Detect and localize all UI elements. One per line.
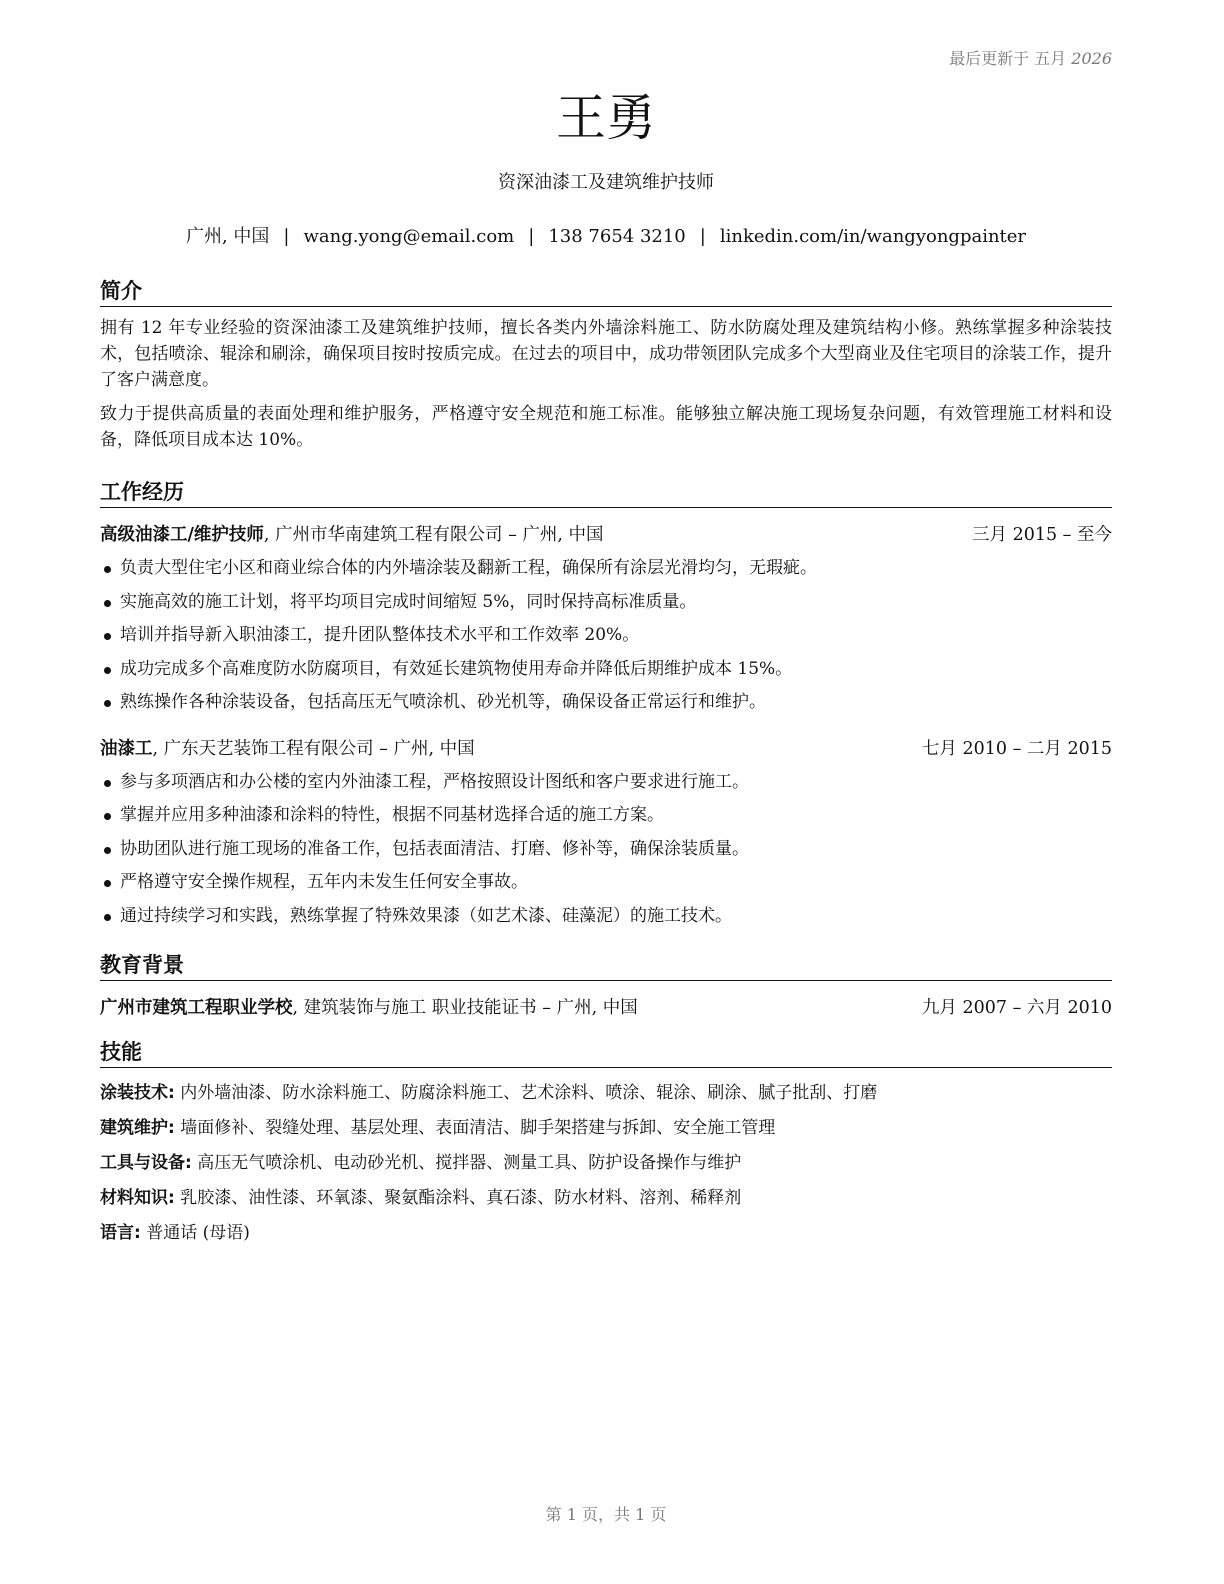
skills-list [100, 1076, 1112, 1251]
skill-key: 涂装技术: [100, 1083, 175, 1103]
skill-key: 材料知识: [100, 1188, 175, 1208]
skill-value: 墙面修补、裂缝处理、基层处理、表面清洁、脚手架搭建与拆卸、安全施工管理 [174, 1118, 776, 1138]
job-org: , 广东天艺装饰工程有限公司 – 广州, 中国 [152, 738, 475, 759]
skill-value: 乳胶漆、油性漆、环氧漆、聚氨酯涂料、真石漆、防水材料、溶剂、稀释剂 [174, 1188, 742, 1208]
skill-value: 内外墙油漆、防水涂料施工、防腐涂料施工、艺术涂料、喷涂、辊涂、刷涂、腻子批刮、打磨 [174, 1083, 878, 1103]
bullet-item: 协助团队进行施工现场的准备工作，包括表面清洁、打磨、修补等，确保涂装质量。 [100, 833, 1112, 867]
bullet-item: 实施高效的施工计划，将平均项目完成时间缩短 5%，同时保持高标准质量。 [100, 586, 1112, 620]
last-updated [949, 46, 1112, 69]
bullet-item: 熟练操作各种涂装设备，包括高压无气喷涂机、砂光机等，确保设备正常运行和维护。 [100, 686, 1112, 720]
job-role: 高级油漆工/维护技师 [100, 525, 264, 545]
job-dates: 三月 2015 – 至今 [972, 525, 1112, 545]
skills-section [100, 1038, 1112, 1251]
education-school-detail [100, 995, 638, 1021]
job-role-org [100, 522, 604, 548]
page-number-footer: 第 1 页，共 1 页 [545, 1505, 667, 1524]
experience-section [100, 478, 1112, 933]
skill-line [100, 1076, 1112, 1111]
skill-key: 建筑维护: [100, 1118, 175, 1138]
job-role: 油漆工 [100, 738, 153, 759]
summary-section [100, 277, 1112, 453]
job-bullets [100, 766, 1112, 934]
bullet-item: 通过持续学习和实践，熟练掌握了特殊效果漆（如艺术漆、硅藻泥）的施工技术。 [100, 900, 1112, 934]
section-title-experience: 工作经历 [100, 478, 1112, 508]
contact-separator: | [528, 226, 535, 247]
bullet-item: 成功完成多个高难度防水防腐项目，有效延长建筑物使用寿命并降低后期维护成本 15%。 [100, 653, 1112, 687]
education-detail: , 建筑装饰与施工 职业技能证书 – 广州, 中国 [292, 998, 638, 1018]
bullet-item: 负责大型住宅小区和商业综合体的内外墙涂装及翻新工程，确保所有涂层光滑均匀，无瑕疵。 [100, 552, 1112, 586]
last-updated-year: 2026 [1071, 49, 1112, 68]
job-bullets [100, 552, 1112, 720]
contact-phone: 138 7654 3210 [548, 226, 686, 247]
section-title-skills: 技能 [100, 1038, 1112, 1068]
job-role-org [100, 736, 475, 762]
skill-key: 语言: [100, 1223, 141, 1243]
skill-key: 工具与设备: [100, 1153, 192, 1173]
bullet-item: 严格遵守安全操作规程，五年内未发生任何安全事故。 [100, 866, 1112, 900]
contact-linkedin-link[interactable]: linkedin.com/in/wangyongpainter [719, 226, 1027, 247]
summary-paragraph: 拥有 12 年专业经验的资深油漆工及建筑维护技师，擅长各类内外墙涂料施工、防水防腐处理及建筑结构小修。熟练掌握多种涂装技术，包括喷涂、辊涂和刷涂，确保项目按时按质完成。在过去的项目中，成功带领团队完成多个大型商业及住宅项目的涂装工作，提升了客户满意度。 [100, 318, 1112, 390]
education-entry [100, 995, 1112, 1021]
summary-paragraph: 致力于提供高质量的表面处理和维护服务，严格遵守安全规范和施工标准。能够独立解决施工现场复杂问题，有效管理施工材料和设备，降低项目成本达 10%。 [100, 404, 1112, 450]
contact-location: 广州, 中国 [185, 226, 270, 247]
job-header [100, 522, 1112, 548]
last-updated-label: 最后更新于 五月 [949, 49, 1067, 68]
education-section [100, 951, 1112, 1021]
candidate-title: 资深油漆工及建筑维护技师 [498, 172, 714, 193]
skill-line [100, 1181, 1112, 1216]
section-title-education: 教育背景 [100, 951, 1112, 981]
contact-email-link[interactable]: wang.yong@email.com [303, 226, 515, 247]
job-entry [100, 736, 1112, 934]
skill-value: 普通话 (母语) [140, 1223, 250, 1243]
education-dates: 九月 2007 – 六月 2010 [921, 998, 1112, 1018]
resume-page [100, 0, 1112, 1584]
bullet-item: 培训并指导新入职油漆工，提升团队整体技术水平和工作效率 20%。 [100, 619, 1112, 653]
job-dates: 七月 2010 – 二月 2015 [921, 738, 1112, 759]
bullet-item: 掌握并应用多种油漆和涂料的特性，根据不同基材选择合适的施工方案。 [100, 799, 1112, 833]
contact-separator: | [283, 226, 290, 247]
job-entry [100, 522, 1112, 720]
skill-line [100, 1146, 1112, 1181]
bullet-item: 参与多项酒店和办公楼的室内外油漆工程，严格按照设计图纸和客户要求进行施工。 [100, 766, 1112, 800]
section-title-summary: 简介 [100, 277, 1112, 307]
candidate-name: 王勇 [556, 89, 656, 147]
job-org: , 广州市华南建筑工程有限公司 – 广州, 中国 [263, 525, 604, 545]
contact-line [100, 223, 1112, 251]
education-school: 广州市建筑工程职业学校 [100, 998, 293, 1018]
skill-line [100, 1111, 1112, 1146]
skill-line [100, 1216, 1112, 1251]
skill-value: 高压无气喷涂机、电动砂光机、搅拌器、测量工具、防护设备操作与维护 [191, 1153, 742, 1173]
job-header [100, 736, 1112, 762]
contact-separator: | [699, 226, 706, 247]
